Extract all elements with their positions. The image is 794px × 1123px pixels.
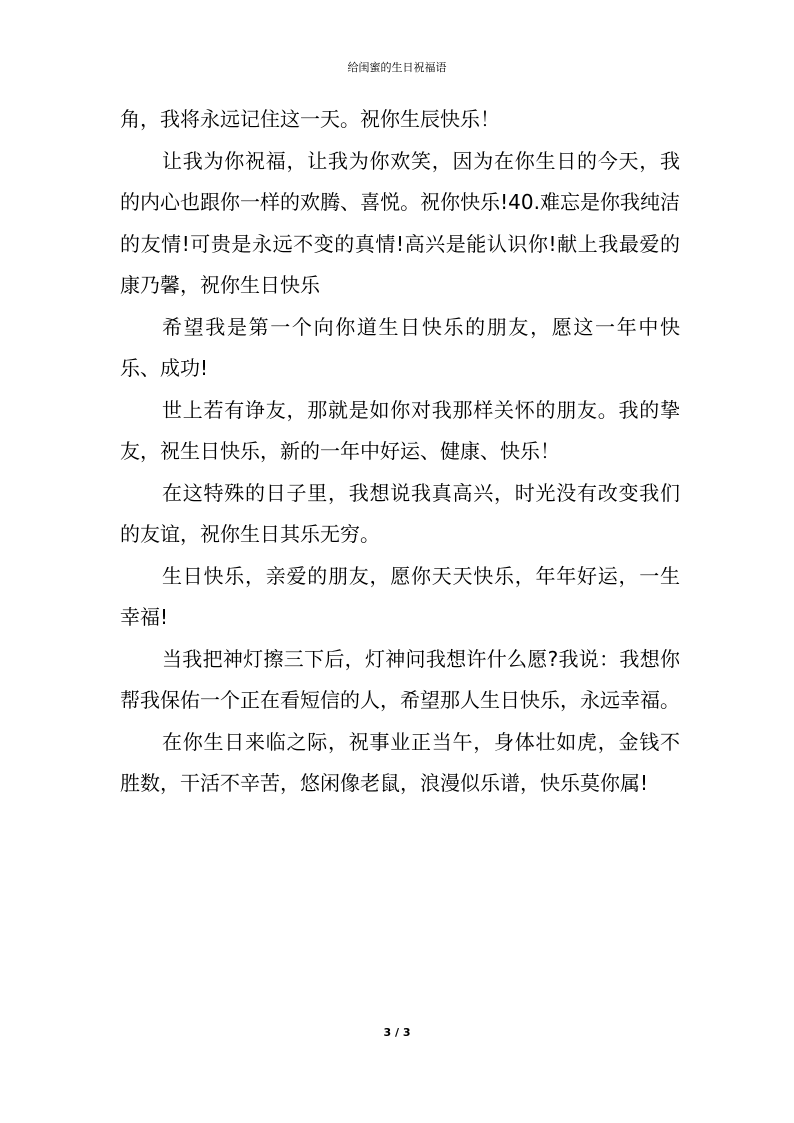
paragraph: 当我把神灯擦三下后，灯神问我想许什么愿?我说：我想你帮我保佑一个正在看短信的人，希望那人生日快乐，永远幸福。 <box>120 646 680 712</box>
page-header: 给闺蜜的生日祝福语 <box>347 61 447 74</box>
paragraph: 世上若有诤友，那就是如你对我那样关怀的朋友。我的挚友，祝生日快乐，新的一年中好运、健康、快乐！ <box>120 397 680 463</box>
page-number: 3 / 3 <box>383 1026 411 1039</box>
paragraph: 在这特殊的日子里，我想说我真高兴，时光没有改变我们的友谊，祝你生日其乐无穷。 <box>120 480 680 546</box>
paragraph: 希望我是第一个向你道生日快乐的朋友，愿这一年中快乐、成功! <box>120 314 680 380</box>
paragraph: 生日快乐，亲爱的朋友，愿你天天快乐，年年好运，一生幸福! <box>120 563 680 629</box>
paragraph-continuation: 角，我将永远记住这一天。祝你生辰快乐！ <box>120 107 500 131</box>
paragraph: 让我为你祝福，让我为你欢笑，因为在你生日的今天，我的内心也跟你一样的欢腾、喜悦。祝你快乐!40.难忘是你我纯洁的友情!可贵是永远不变的真情!高兴是能认识你!献上我最爱的康乃馨，祝你生日快乐 <box>120 148 680 297</box>
paragraph: 在你生日来临之际，祝事业正当午，身体壮如虎，金钱不胜数，干活不辛苦，悠闲像老鼠，浪漫似乐谱，快乐莫你属! <box>120 729 680 795</box>
document-body <box>120 99 680 805</box>
